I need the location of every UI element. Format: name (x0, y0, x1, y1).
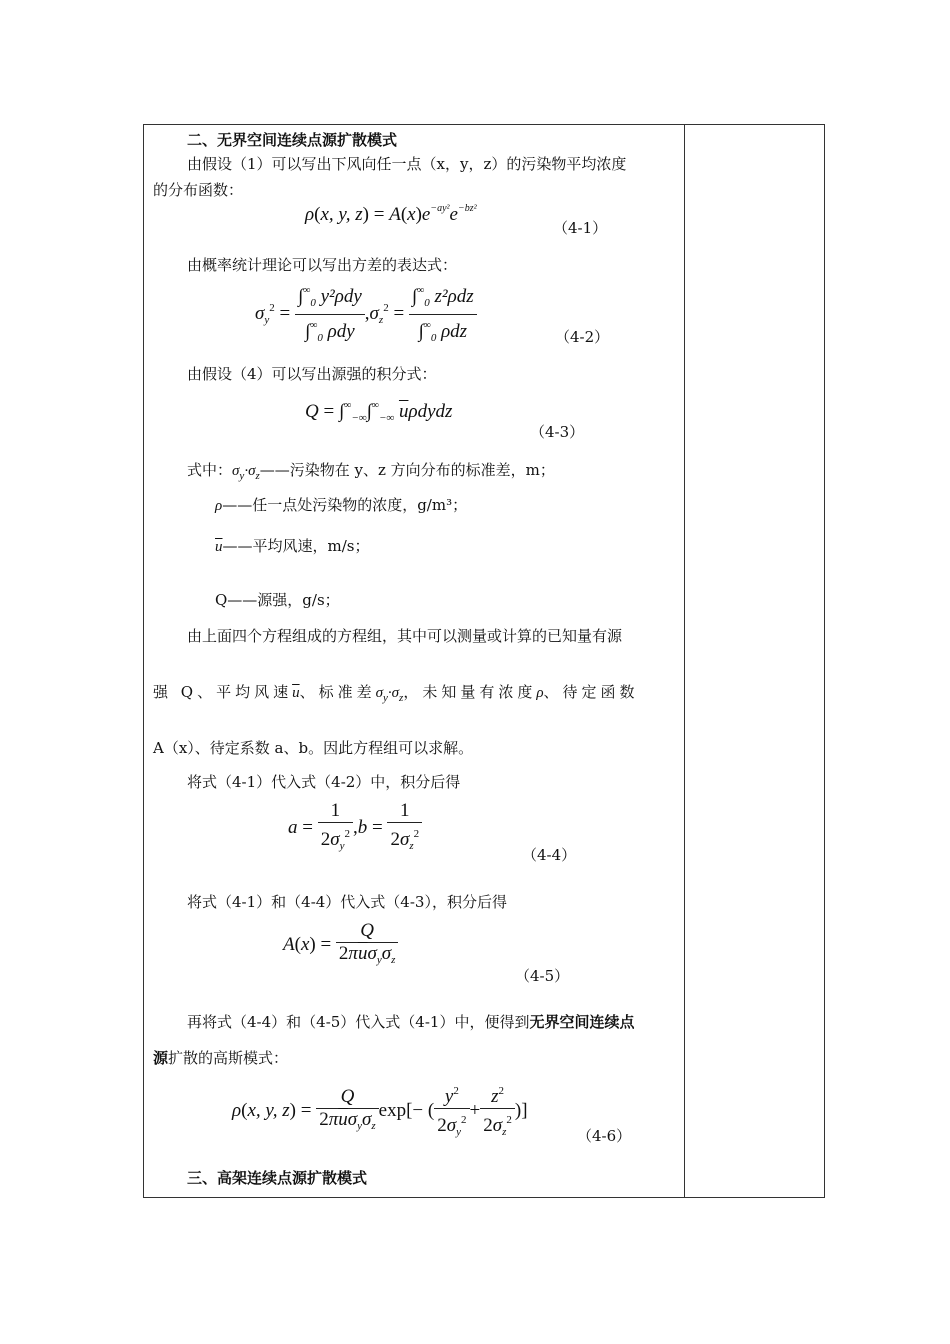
equation-number: （4-3） (530, 423, 585, 441)
text-span: 、标准差 (299, 683, 376, 701)
section-title: 二、无界空间连续点源扩散模式 (187, 131, 398, 149)
equation-4-6: ρ(x, y, z) = $\frac{Q}{2\pi\overline{u}\sigma_y\sigma_z}$ exp[− ( $\frac{y^2}{2\sigma_y^2}$ + $\frac{z^2}{2\sigma_z^2}$ )] (232, 1080, 528, 1143)
u-bar-symbol: $\overline{u}$ (292, 685, 300, 701)
definition-text: ——平均风速，m/s； (222, 537, 370, 555)
definition-line (187, 460, 555, 486)
rho-symbol: ρ (215, 498, 223, 514)
paragraph-text: A（x）、待定系数 a、b。因此方程组可以求解。 (153, 739, 474, 757)
equation-number: （4-4） (522, 846, 577, 864)
bold-text: 源 (153, 1049, 169, 1067)
equation-number: （4-2） (555, 328, 610, 346)
definition-prefix: 式中： (187, 461, 233, 479)
equation-number: （4-6） (577, 1127, 632, 1145)
definition-text: ——污染物在 y、z 方向分布的标准差，m； (259, 461, 555, 479)
paragraph-text (153, 1048, 288, 1068)
sigma-symbol: $\sigma_y\cdot\sigma_z$ (232, 463, 260, 482)
equation-4-5: A(x) = $\frac{Q}{2\pi\overline{u}\sigma_y\sigma_z}$ (283, 920, 398, 971)
text-span: 扩散的高斯模式： (168, 1049, 289, 1067)
definition-line (215, 495, 467, 516)
equation-4-4: a = $\frac{1}{2\sigma_y^2}$ ,b = $\frac{1}{2\sigma_z^2}$ (288, 800, 422, 857)
definition-text: ——任一点处污染物的浓度，g/m³； (222, 496, 468, 514)
text-span: 再将式（4-4）和（4-5）代入式（4-1）中，便得到 (187, 1013, 530, 1031)
content-table (143, 124, 825, 1198)
text-span: ，未知量有浓度 (403, 683, 537, 701)
section-title: 三、高架连续点源扩散模式 (187, 1169, 368, 1187)
equation-4-3: $Q = \int^\infty_{-\infty}\int^\infty_{-\infty}$ $\overline{u}\rho dydz$ (305, 400, 453, 424)
equation-number: （4-1） (553, 219, 608, 237)
definition-line (215, 536, 369, 557)
u-bar-symbol: $\overline{u}$ (215, 539, 223, 555)
sigma-symbol: $\sigma_y\cdot\sigma_z$ (375, 685, 404, 704)
paragraph-text: 由假设（1）可以写出下风向任一点（x，y，z）的污染物平均浓度 (187, 155, 627, 173)
paragraph-text: 将式（4-1）和（4-4）代入式（4-3），积分后得 (187, 893, 507, 911)
paragraph-text: 由概率统计理论可以写出方差的表达式： (187, 256, 458, 274)
definition-text: Q——源强，g/s； (215, 591, 340, 609)
rho-symbol: ρ (536, 685, 544, 701)
text-span: 强 Q、平均风速 (153, 683, 293, 701)
equation-number: （4-5） (515, 967, 570, 985)
column-divider (684, 125, 685, 1197)
bold-text: 无界空间连续点 (529, 1013, 635, 1031)
paragraph-text (153, 682, 639, 708)
paragraph-text: 的分布函数： (153, 181, 244, 199)
paragraph-text (187, 1012, 634, 1032)
text-span: 、待定函数 (543, 683, 639, 701)
paragraph-text: 将式（4-1）代入式（4-2）中，积分后得 (187, 773, 461, 791)
paragraph-text: 由上面四个方程组成的方程组，其中可以测量或计算的已知量有源 (187, 627, 623, 645)
equation-4-1: ρ(x, y, $z) = A(x)e^{-ay^2}e^{-bz^2}$ (305, 203, 477, 225)
equation-4-2: $\sigma_y^2$ = $\frac{\int^\infty_0 y^2\rho dy}{\int^\infty_0 \rho dy}$ $,\sigma_z^2$ = $\frac{\int^\infty_0 z^2\rho dz}{\int^\infty_0 \rho dz}$ (255, 280, 477, 349)
paragraph-text: 由假设（4）可以写出源强的积分式： (187, 365, 437, 383)
